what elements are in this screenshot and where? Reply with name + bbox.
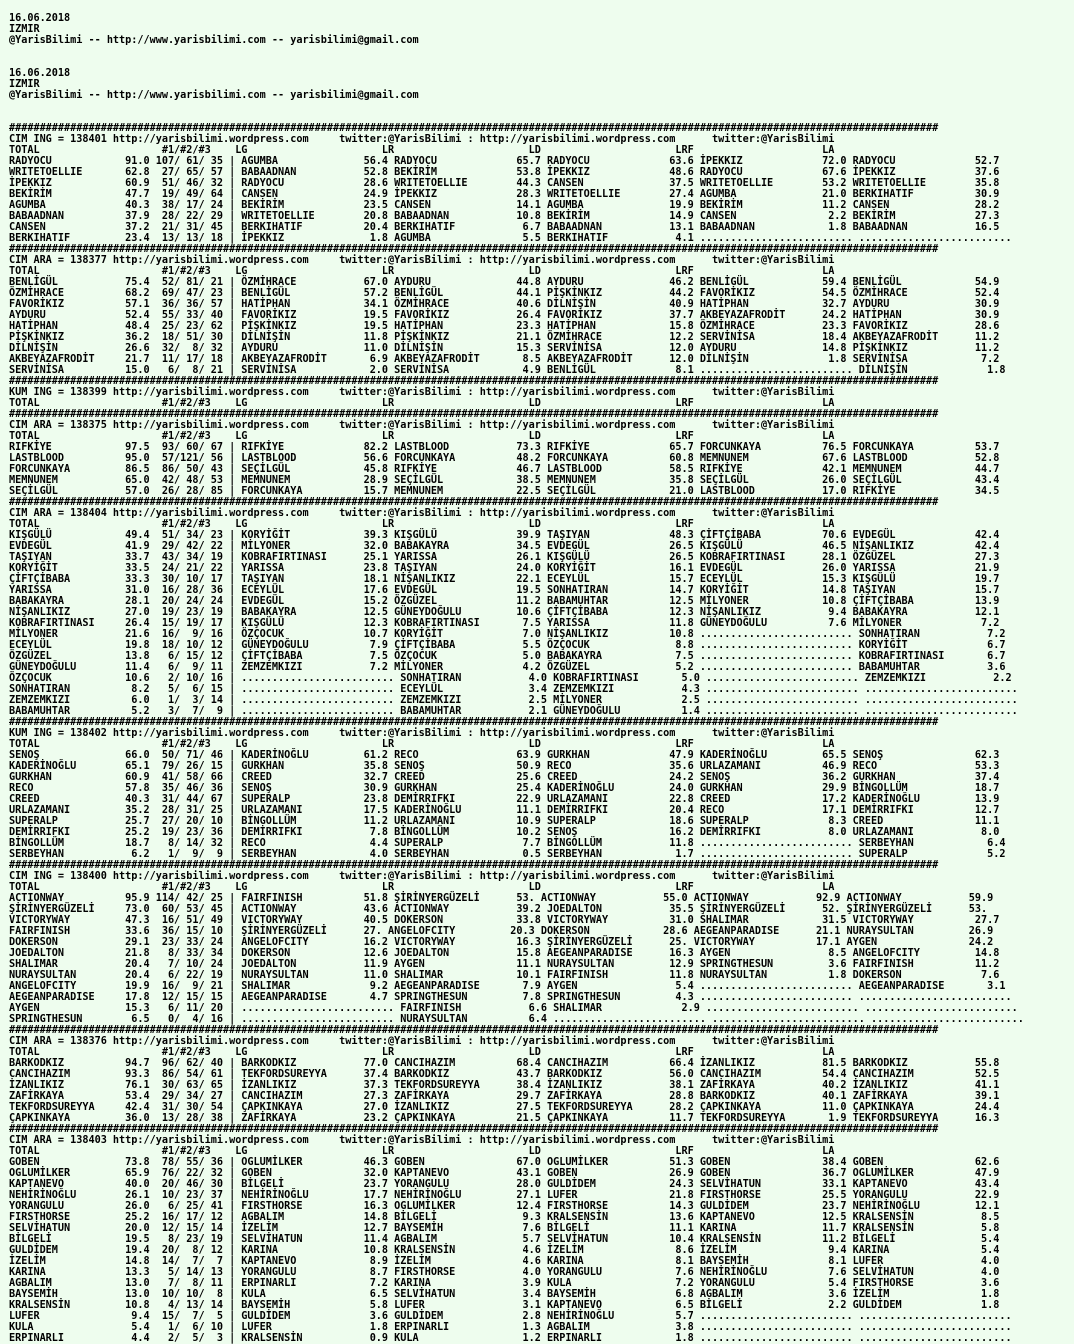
report-line: BABAADNAN 37.9 28/ 22/ 29 | WRITETOELLIE 20.8 BABAADNAN 10.8 BEKİRİM 14.9 CANSEN 2.2 BEKİRİM 27.3	[9, 211, 1000, 222]
report-line: BİLGELİ 19.5 8/ 23/ 19 | SELVİHATUN 11.4 AGBALIM 5.7 SELVİHATUN 10.4 KRALSENSİN 11.2 BİLGELİ 5.4	[9, 1234, 1000, 1245]
report-line: TOTAL #1/#2/#3 LG LR LD LRF LA	[9, 739, 835, 750]
report-line: TAŞIYAN 33.7 43/ 34/ 19 | KOBRAFIRTINASI 25.1 YARISSA 26.1 KIŞGÜLÜ 26.5 KOBRAFIRTINASI 28.1 ÖZGÜZEL 27.3	[9, 552, 1000, 563]
report-line: AGBALIM 13.0 7/ 8/ 11 | ERPINARLI 7.2 KARINA 3.9 KULA 7.2 YORANGULU 5.4 FIRSTHORSE 3.6	[9, 1278, 1000, 1289]
report-line: KUM ING = 138399 http://yarisbilimi.wordpress.com twitter:@YarisBilimi : http://yarisbilimi.wordpress.com twitter:@YarisBilimi	[9, 387, 835, 398]
report-line: ########################################################################################################################################################	[9, 1124, 939, 1135]
report-line: CIM ARA = 138377 http://yarisbilimi.wordpress.com twitter:@YarisBilimi : http://yarisbilimi.wordpress.com twitter:@YarisBilimi	[9, 255, 835, 266]
report-line: HATİPHAN 48.4 25/ 23/ 62 | PİŞKİNKIZ 19.5 HATİPHAN 23.3 HATİPHAN 15.8 ÖZMİHRACE 23.3 FAVORİKIZ 28.6	[9, 321, 1000, 332]
report-line: BARKODKIZ 94.7 96/ 62/ 40 | BARKODKIZ 77.0 CANCIHAZIM 68.4 CANCIHAZIM 66.4 İZANLIKIZ 81.5 BARKODKIZ 55.8	[9, 1058, 1000, 1069]
report-line: ACTIONWAY 95.9 114/ 42/ 25 | FAIRFINISH 51.8 ŞİRİNYERGÜZELİ 53. ACTIONWAY 55.0 ACTIONWAY 92.9 ACTIONWAY 59.9	[9, 893, 994, 904]
report-line: FAVORİKIZ 57.1 36/ 36/ 57 | HATİPHAN 34.1 ÖZMİHRACE 40.6 DİLNİŞİN 40.9 HATİPHAN 32.7 AYDURU 30.9	[9, 299, 1000, 310]
report-line: AGUMBA 40.3 38/ 17/ 24 | BEKİRİM 23.5 CANSEN 14.1 AGUMBA 19.9 BEKİRİM 11.2 CANSEN 28.2	[9, 200, 1000, 211]
report-line: BABAKAYRA 28.1 20/ 24/ 24 | EVDEGÜL 15.2 ÖZGÜZEL 11.2 BABAMUHTAR 12.5 MİLYONER 10.8 ÇİFTÇİBABA 13.9	[9, 596, 1000, 607]
report-line: ÖZGÜZEL 13.8 6/ 15/ 12 | ÇİFTÇİBABA 7.5 ÖZÇOCUK 5.0 BABAKAYRA 7.5 ......................... KOBRAFIRTINASI 6.7	[9, 651, 1006, 662]
report-line: NURAYSULTAN 20.4 6/ 22/ 19 | NURAYSULTAN 11.0 SHALIMAR 10.1 FAIRFINISH 11.8 NURAYSULTAN 1.8 DOKERSON 7.6	[9, 970, 1000, 981]
report-line: SELVİHATUN 20.0 12/ 15/ 14 | İZELİM 12.7 BAYSEMİH 7.6 BİLGELİ 11.1 KARINA 11.7 KRALSENSİN 5.8	[9, 1223, 1000, 1234]
report-line: SHALIMAR 20.4 7/ 10/ 24 | JOEDALTON 11.9 AYGEN 11.1 NURAYSULTAN 12.9 SPRINGTHESUN 3.6 FAIRFINISH 11.2	[9, 959, 1000, 970]
report-line: ########################################################################################################################################################	[9, 497, 939, 508]
report-line: 16.06.2018	[9, 68, 71, 79]
report-line: ########################################################################################################################################################	[9, 717, 939, 728]
report-line: TOTAL #1/#2/#3 LG LR LD LRF LA	[9, 145, 835, 156]
report-line: BAYSEMİH 13.0 10/ 10/ 8 | KULA 6.5 SELVİHATUN 3.4 BAYSEMİH 6.8 AGBALIM 3.6 İZELİM 1.8	[9, 1289, 1000, 1300]
report-line: AKBEYAZAFRODİT 21.7 11/ 17/ 18 | AKBEYAZAFRODİT 6.9 AKBEYAZAFRODİT 8.5 AKBEYAZAFRODİT 12.0 DİLNİŞİN 1.8 SERVİNİSA 7.2	[9, 354, 1000, 365]
report-line: KORYİĞİT 33.5 24/ 21/ 22 | YARISSA 23.8 TAŞIYAN 24.0 KORYİĞİT 16.1 EVDEGÜL 26.0 YARISSA 21.9	[9, 563, 1000, 574]
report-line: FIRSTHORSE 25.2 16/ 17/ 12 | AGBALIM 14.8 BİLGELİ 9.3 KRALSENSİN 13.6 KAPTANEVO 12.5 KRALSENSİN 8.5	[9, 1212, 1000, 1223]
report-line: DİLNİŞİN 26.6 32/ 8/ 32 | AYDURU 11.0 DİLNİŞİN 15.3 SERVİNİSA 12.0 AYDURU 14.8 PİŞKİNKIZ 11.2	[9, 343, 1000, 354]
report-line: KARINA 13.3 5/ 14/ 13 | YORANGULU 8.7 FIRSTHORSE 4.0 YORANGULU 7.6 NEHİRİNOĞLU 7.6 SELVİHATUN 4.0	[9, 1267, 1000, 1278]
report-line: FORCUNKAYA 86.5 86/ 50/ 43 | SEÇİLGÜL 45.8 RIFKİYE 46.7 LASTBLOOD 58.5 RIFKİYE 42.1 MEMNUNEM 44.7	[9, 464, 1000, 475]
report-line: TOTAL #1/#2/#3 LG LR LD LRF LA	[9, 882, 835, 893]
report-line: BERKIHATIF 23.4 13/ 13/ 18 | İPEKKIZ 1.8 AGUMBA 5.5 BERKIHATIF 4.1 ......................... .........................	[9, 233, 1012, 244]
report-line: FAIRFINISH 33.6 36/ 15/ 10 | ŞİRİNYERGÜZELİ 27. ANGELOFCITY 20.3 DOKERSON 28.6 AEGEANPARADISE 21.1 NURAYSULTAN 26.9	[9, 926, 994, 937]
report-line: SERBEYHAN 6.2 1/ 9/ 9 | SERBEYHAN 4.0 SERBEYHAN 0.5 SERBEYHAN 1.7 ......................... SUPERALP 5.2	[9, 849, 1006, 860]
report-line: CREED 40.3 31/ 44/ 67 | SUPERALP 23.8 DEMİRRIFKI 22.9 URLAZAMANI 22.8 CREED 17.2 KADERİNOĞLU 13.9	[9, 794, 1000, 805]
report-line: ÇAPKINKAYA 36.0 13/ 28/ 38 | ZAFİRKAYA 23.2 ÇAPKINKAYA 21.5 ÇAPKINKAYA 11.7 TEKFORDSUREYYA 1.9 TEKFORDSUREYYA 16.3	[9, 1113, 1000, 1124]
report-line: ########################################################################################################################################################	[9, 244, 939, 255]
report-line: RADYOCU 91.0 107/ 61/ 35 | AGUMBA 56.4 RADYOCU 65.7 RADYOCU 63.6 İPEKKIZ 72.0 RADYOCU 52.7	[9, 156, 1000, 167]
report-line: 16.06.2018	[9, 13, 71, 24]
report-line: TEKFORDSUREYYA 42.4 31/ 30/ 54 | ÇAPKINKAYA 27.0 İZANLIKIZ 27.5 TEKFORDSUREYYA 28.2 ÇAPKINKAYA 11.0 ÇAPKINKAYA 24.4	[9, 1102, 1000, 1113]
report-line: BABAMUHTAR 5.2 3/ 7/ 9 | ......................... BABAMUHTAR 2.1 GÜNEYDOĞULU 1.4 ......................... .........................	[9, 706, 1018, 717]
report-line: ########################################################################################################################################################	[9, 1025, 939, 1036]
report-line: TOTAL #1/#2/#3 LG LR LD LRF LA	[9, 519, 835, 530]
report-line: KADERİNOĞLU 65.1 79/ 26/ 15 | GURKHAN 35.8 SENOŞ 50.9 RECO 35.6 URLAZAMANI 46.9 RECO 53.3	[9, 761, 1000, 772]
report-line: KRALSENSİN 10.8 4/ 13/ 14 | BAYSEMİH 5.8 LUFER 3.1 KAPTANEVO 6.5 BİLGELİ 2.2 GULDİDEM 1.8	[9, 1300, 1000, 1311]
report-line: KOBRAFIRTINASI 26.4 15/ 19/ 17 | KIŞGÜLÜ 12.3 KOBRAFIRTINASI 7.5 YARISSA 11.8 GÜNEYDOĞULU 7.6 MİLYONER 7.2	[9, 618, 1000, 629]
report-line: ZEMZEMKIZI 6.0 1/ 3/ 14 | ......................... ZEMZEMKIZI 2.5 MİLYONER 2.5 ......................... .........................	[9, 695, 1018, 706]
report-line: ########################################################################################################################################################	[9, 409, 939, 420]
report-line: CIM ING = 138400 http://yarisbilimi.wordpress.com twitter:@YarisBilimi : http://yarisbilimi.wordpress.com twitter:@YarisBilimi	[9, 871, 835, 882]
report-line: RECO 57.8 35/ 46/ 36 | SENOŞ 30.9 GURKHAN 25.4 KADERİNOĞLU 24.0 GURKHAN 29.9 BİNGOLLÜM 18.7	[9, 783, 1000, 794]
report-line: GULDİDEM 19.4 20/ 8/ 12 | KARINA 10.8 KRALSENSİN 4.6 İZELİM 8.6 İZELİM 9.4 KARINA 5.4	[9, 1245, 1000, 1256]
report-line: OGLUMİLKER 65.9 76/ 22/ 32 | GOBEN 32.0 KAPTANEVO 43.1 GOBEN 26.9 GOBEN 36.7 OGLUMİLKER 47.9	[9, 1168, 1000, 1179]
report-line: AYGEN 15.3 6/ 11/ 20 | ......................... FAIRFINISH 6.6 SHALIMAR 2.9 ......................... .........................	[9, 1003, 1018, 1014]
report-line: SPRINGTHESUN 6.5 0/ 4/ 16 | ......................... NURAYSULTAN 6.4 ......................... ......................... .........................	[9, 1014, 1024, 1025]
report-line: NEHİRİNOĞLU 26.1 10/ 23/ 37 | NEHİRİNOĞLU 17.7 NEHİRİNOĞLU 27.1 LUFER 21.8 FIRSTHORSE 25.5 YORANGULU 22.9	[9, 1190, 1000, 1201]
report-line: KAPTANEVO 40.0 20/ 46/ 30 | BİLGELİ 23.7 YORANGULU 28.0 GULDİDEM 24.3 SELVİHATUN 33.1 KAPTANEVO 43.4	[9, 1179, 1000, 1190]
report-line: JOEDALTON 21.8 8/ 33/ 34 | DOKERSON 12.6 JOEDALTON 15.8 AEGEANPARADISE 16.3 AYGEN 8.5 ANGELOFCITY 14.8	[9, 948, 1000, 959]
report-line: TOTAL #1/#2/#3 LG LR LD LRF LA	[9, 1047, 835, 1058]
report-line: ÇİFTÇİBABA 33.3 30/ 10/ 17 | TAŞIYAN 18.1 NİŞANLIKIZ 22.1 ECEYLÜL 15.7 ECEYLÜL 15.3 KIŞGÜLÜ 19.7	[9, 574, 1000, 585]
report-line: SUPERALP 25.7 27/ 20/ 10 | BİNGOLLÜM 11.2 URLAZAMANI 10.9 SUPERALP 18.6 SUPERALP 8.3 CREED 11.1	[9, 816, 1000, 827]
report-line: URLAZAMANI 35.2 28/ 31/ 25 | URLAZAMANI 17.5 KADERİNOĞLU 11.1 DEMİRRIFKI 20.4 RECO 17.1 DEMİRRIFKI 12.7	[9, 805, 1000, 816]
report-line: PİŞKİNKIZ 36.2 18/ 51/ 30 | DİLNİŞİN 11.8 PİŞKİNKIZ 21.1 ÖZMİHRACE 12.2 SERVİNİSA 18.4 AKBEYAZAFRODİT 11.2	[9, 332, 1000, 343]
report-line: CANCIHAZIM 93.3 86/ 54/ 61 | TEKFORDSUREYYA 37.4 BARKODKIZ 43.7 BARKODKIZ 56.0 CANCIHAZIM 54.4 CANCIHAZIM 52.5	[9, 1069, 1000, 1080]
report-line: @YarisBilimi -- http://www.yarisbilimi.com -- yarisbilimi@gmail.com	[9, 35, 419, 46]
report-line: ZAFİRKAYA 53.4 29/ 34/ 27 | CANCIHAZIM 27.3 ZAFİRKAYA 29.7 ZAFİRKAYA 28.8 BARKODKIZ 40.1 ZAFİRKAYA 39.1	[9, 1091, 1000, 1102]
report-line: SONHATIRAN 8.2 5/ 6/ 15 | ......................... ECEYLÜL 3.4 ZEMZEMKIZI 4.3 ......................... .........................	[9, 684, 1018, 695]
report-line: ########################################################################################################################################################	[9, 123, 939, 134]
report-line: İZELİM 14.8 14/ 7/ 7 | KAPTANEVO 8.9 İZELİM 4.6 KARINA 8.1 BAYSEMİH 8.1 LUFER 4.0	[9, 1256, 1000, 1267]
report-line: BENLİGÜL 75.4 52/ 81/ 21 | ÖZMİHRACE 67.0 AYDURU 44.8 AYDURU 46.2 BENLİGÜL 59.4 BENLİGÜL 54.9	[9, 277, 1000, 288]
report-line: ########################################################################################################################################################	[9, 860, 939, 871]
report-line: ANGELOFCITY 19.9 16/ 9/ 21 | SHALIMAR 9.2 AEGEANPARADISE 7.9 AYGEN 5.4 ......................... AEGEANPARADISE 3.1	[9, 981, 1006, 992]
report-line: CIM ARA = 138376 http://yarisbilimi.wordpress.com twitter:@YarisBilimi : http://yarisbilimi.wordpress.com twitter:@YarisBilimi	[9, 1036, 835, 1047]
report-line: RIFKİYE 97.5 93/ 60/ 67 | RIFKİYE 82.2 LASTBLOOD 73.3 RIFKİYE 65.7 FORCUNKAYA 76.5 FORCUNKAYA 53.7	[9, 442, 1000, 453]
report-line: CIM ING = 138401 http://yarisbilimi.wordpress.com twitter:@YarisBilimi : http://yarisbilimi.wordpress.com twitter:@YarisBilimi	[9, 134, 835, 145]
report-line: EVDEGÜL 41.9 29/ 42/ 22 | MİLYONER 32.0 BABAKAYRA 34.5 EVDEGÜL 26.5 KIŞGÜLÜ 46.5 NİŞANLIKIZ 42.4	[9, 541, 1000, 552]
report-line: AYDURU 52.4 55/ 33/ 40 | FAVORİKIZ 19.5 FAVORİKIZ 26.4 FAVORİKIZ 37.7 AKBEYAZAFRODİT 24.2 HATİPHAN 30.9	[9, 310, 1000, 321]
report-line: ÖZMİHRACE 68.2 69/ 47/ 23 | BENLİGÜL 57.2 BENLİGÜL 44.1 PİŞKİNKIZ 44.2 FAVORİKIZ 54.5 ÖZMİHRACE 52.4	[9, 288, 1000, 299]
report-line: DOKERSON 29.1 23/ 33/ 24 | ANGELOFCITY 16.2 VICTORYWAY 16.3 ŞİRİNYERGÜZELİ 25. VICTORYWAY 17.1 AYGEN 24.2	[9, 937, 994, 948]
report-line: LUFER 9.4 15/ 7/ 5 | GULDİDEM 3.6 GULDİDEM 2.8 NEHİRİNOĞLU 5.7 ......................... .........................	[9, 1311, 1012, 1322]
report-line: ECEYLÜL 19.8 18/ 10/ 12 | GÜNEYDOĞULU 7.9 ÇİFTÇİBABA 5.5 ÖZÇOCUK 8.8 ......................... KORYİĞİT 6.7	[9, 640, 1006, 651]
report-line: CANSEN 37.2 21/ 31/ 45 | BERKIHATIF 20.4 BERKIHATIF 6.7 BABAADNAN 13.1 BABAADNAN 1.8 BABAADNAN 16.5	[9, 222, 1000, 233]
report-line: KUM ING = 138402 http://yarisbilimi.wordpress.com twitter:@YarisBilimi : http://yarisbilimi.wordpress.com twitter:@YarisBilimi	[9, 728, 835, 739]
report-line: TOTAL #1/#2/#3 LG LR LD LRF LA	[9, 398, 835, 409]
report-line	[9, 2, 1066, 13]
report-line: WRITETOELLIE 62.8 27/ 65/ 57 | BABAADNAN 52.8 BEKİRİM 53.8 İPEKKIZ 48.6 RADYOCU 67.6 İPEKKIZ 37.6	[9, 167, 1000, 178]
report-line: KULA 5.4 1/ 6/ 10 | LUFER 1.8 ERPINARLI 1.3 AGBALIM 3.8 ......................... .........................	[9, 1322, 1012, 1333]
report-line: YORANGULU 26.0 6/ 25/ 41 | FIRSTHORSE 16.3 OGLUMİLKER 12.4 FIRSTHORSE 14.3 GULDİDEM 23.7 NEHİRİNOĞLU 12.1	[9, 1201, 1000, 1212]
report-line: SEÇİLGÜL 57.0 26/ 28/ 85 | FORCUNKAYA 15.7 MEMNUNEM 22.5 SEÇİLGÜL 21.0 LASTBLOOD 17.0 RIFKİYE 34.5	[9, 486, 1000, 497]
report-line	[9, 46, 1066, 57]
report-line: ########################################################################################################################################################	[9, 376, 939, 387]
report-line: İZANLIKIZ 76.1 30/ 63/ 65 | İZANLIKIZ 37.3 TEKFORDSUREYYA 38.4 İZANLIKIZ 38.1 ZAFİRKAYA 40.2 İZANLIKIZ 41.1	[9, 1080, 1000, 1091]
report-line: MİLYONER 21.6 16/ 9/ 16 | ÖZÇOCUK 10.7 KORYİĞİT 7.0 NİŞANLIKIZ 10.8 ......................... SONHATIRAN 7.2	[9, 629, 1006, 640]
report-line: GURKHAN 60.9 41/ 58/ 66 | CREED 32.7 CREED 25.6 CREED 24.2 SENOŞ 36.2 GURKHAN 37.4	[9, 772, 1000, 783]
report-line: BİNGOLLÜM 18.7 8/ 14/ 32 | RECO 4.4 SUPERALP 7.7 BİNGOLLÜM 11.8 ......................... SERBEYHAN 6.4	[9, 838, 1006, 849]
report-line: DEMİRRIFKI 25.2 19/ 23/ 36 | DEMİRRIFKI 7.8 BİNGOLLÜM 10.2 SENOŞ 16.2 DEMİRRIFKI 8.0 URLAZAMANI 8.0	[9, 827, 1000, 838]
report-line	[9, 101, 1066, 112]
report-line: ŞİRİNYERGÜZELİ 73.0 60/ 53/ 45 | ACTIONWAY 43.6 ACTIONWAY 39.2 JOEDALTON 35.5 ŞİRİNYERGÜZELİ 52. ŞİRİNYERGÜZELİ 53.	[9, 904, 988, 915]
report-line: SERVİNİSA 15.0 6/ 8/ 21 | SERVİNİSA 2.0 SERVİNİSA 4.9 BENLİGÜL 8.1 ......................... DİLNİŞİN 1.8	[9, 365, 1006, 376]
report-line: MEMNUNEM 65.0 42/ 48/ 53 | MEMNUNEM 28.9 SEÇİLGÜL 38.5 MEMNUNEM 35.8 SEÇİLGÜL 26.0 SEÇİLGÜL 43.4	[9, 475, 1000, 486]
report-line: ERPINARLI 4.4 2/ 5/ 3 | KRALSENSİN 0.9 KULA 1.2 ERPINARLI 1.8 ......................... .........................	[9, 1333, 1012, 1344]
report-line: YARISSA 31.0 16/ 28/ 36 | ECEYLÜL 17.6 EVDEGÜL 19.5 SONHATIRAN 14.7 KORYİĞİT 14.8 TAŞIYAN 15.7	[9, 585, 1000, 596]
report-line: IZMIR	[9, 79, 40, 90]
report-line: AEGEANPARADISE 17.8 12/ 15/ 15 | AEGEANPARADISE 4.7 SPRINGTHESUN 7.8 SPRINGTHESUN 4.3 ......................... .........................	[9, 992, 1012, 1003]
report-line: CIM ARA = 138403 http://yarisbilimi.wordpress.com twitter:@YarisBilimi : http://yarisbilimi.wordpress.com twitter:@YarisBilimi	[9, 1135, 835, 1146]
report-line: GOBEN 73.8 78/ 55/ 36 | OGLUMİLKER 46.3 GOBEN 67.0 OGLUMİLKER 51.3 GOBEN 38.4 GOBEN 62.6	[9, 1157, 1000, 1168]
report-line: LASTBLOOD 95.0 57/121/ 56 | LASTBLOOD 56.6 FORCUNKAYA 48.2 FORCUNKAYA 60.8 MEMNUNEM 67.6 LASTBLOOD 52.8	[9, 453, 1000, 464]
report-line: SENOŞ 66.0 50/ 71/ 46 | KADERİNOĞLU 61.2 RECO 63.9 GURKHAN 47.9 KADERİNOĞLU 65.5 SENOŞ 62.3	[9, 750, 1000, 761]
report-line	[9, 112, 1066, 123]
report-line: CIM ARA = 138375 http://yarisbilimi.wordpress.com twitter:@YarisBilimi : http://yarisbilimi.wordpress.com twitter:@YarisBilimi	[9, 420, 835, 431]
report-line: @YarisBilimi -- http://www.yarisbilimi.com -- yarisbilimi@gmail.com	[9, 90, 419, 101]
report-line: VICTORYWAY 47.3 16/ 51/ 49 | VICTORYWAY 40.5 DOKERSON 33.8 VICTORYWAY 31.0 SHALIMAR 31.5 VICTORYWAY 27.7	[9, 915, 1000, 926]
report-line: ÖZÇOCUK 10.6 2/ 10/ 16 | ......................... SONHATIRAN 4.0 KOBRAFIRTINASI 5.0 ......................... ZEMZEMKIZI 2.2	[9, 673, 1012, 684]
report-line: KIŞGÜLÜ 49.4 51/ 34/ 23 | KORYİĞİT 39.3 KIŞGÜLÜ 39.9 TAŞIYAN 48.3 ÇİFTÇİBABA 70.6 EVDEGÜL 42.4	[9, 530, 1000, 541]
report-line: İPEKKIZ 60.9 51/ 46/ 32 | RADYOCU 28.6 WRITETOELLIE 44.3 CANSEN 37.5 WRITETOELLIE 53.2 WRITETOELLIE 35.8	[9, 178, 1000, 189]
report-line: TOTAL #1/#2/#3 LG LR LD LRF LA	[9, 266, 835, 277]
report-line: IZMIR	[9, 24, 40, 35]
report-line: BEKİRİM 47.7 19/ 49/ 64 | CANSEN 24.9 İPEKKIZ 28.3 WRITETOELLIE 27.4 AGUMBA 21.0 BERKIHATIF 30.9	[9, 189, 1000, 200]
report-line: CIM ARA = 138404 http://yarisbilimi.wordpress.com twitter:@YarisBilimi : http://yarisbilimi.wordpress.com twitter:@YarisBilimi	[9, 508, 835, 519]
report-line	[9, 57, 1066, 68]
report-line: NİŞANLIKIZ 27.0 19/ 23/ 19 | BABAKAYRA 12.5 GÜNEYDOĞULU 10.6 ÇİFTÇİBABA 12.3 NİŞANLIKIZ 9.4 BABAKAYRA 12.1	[9, 607, 1000, 618]
report-line: TOTAL #1/#2/#3 LG LR LD LRF LA	[9, 1146, 835, 1157]
report-line: GÜNEYDOĞULU 11.4 6/ 9/ 11 | ZEMZEMKIZI 7.2 MİLYONER 4.2 ÖZGÜZEL 5.2 ......................... BABAMUHTAR 3.6	[9, 662, 1006, 673]
report-line: TOTAL #1/#2/#3 LG LR LD LRF LA	[9, 431, 835, 442]
